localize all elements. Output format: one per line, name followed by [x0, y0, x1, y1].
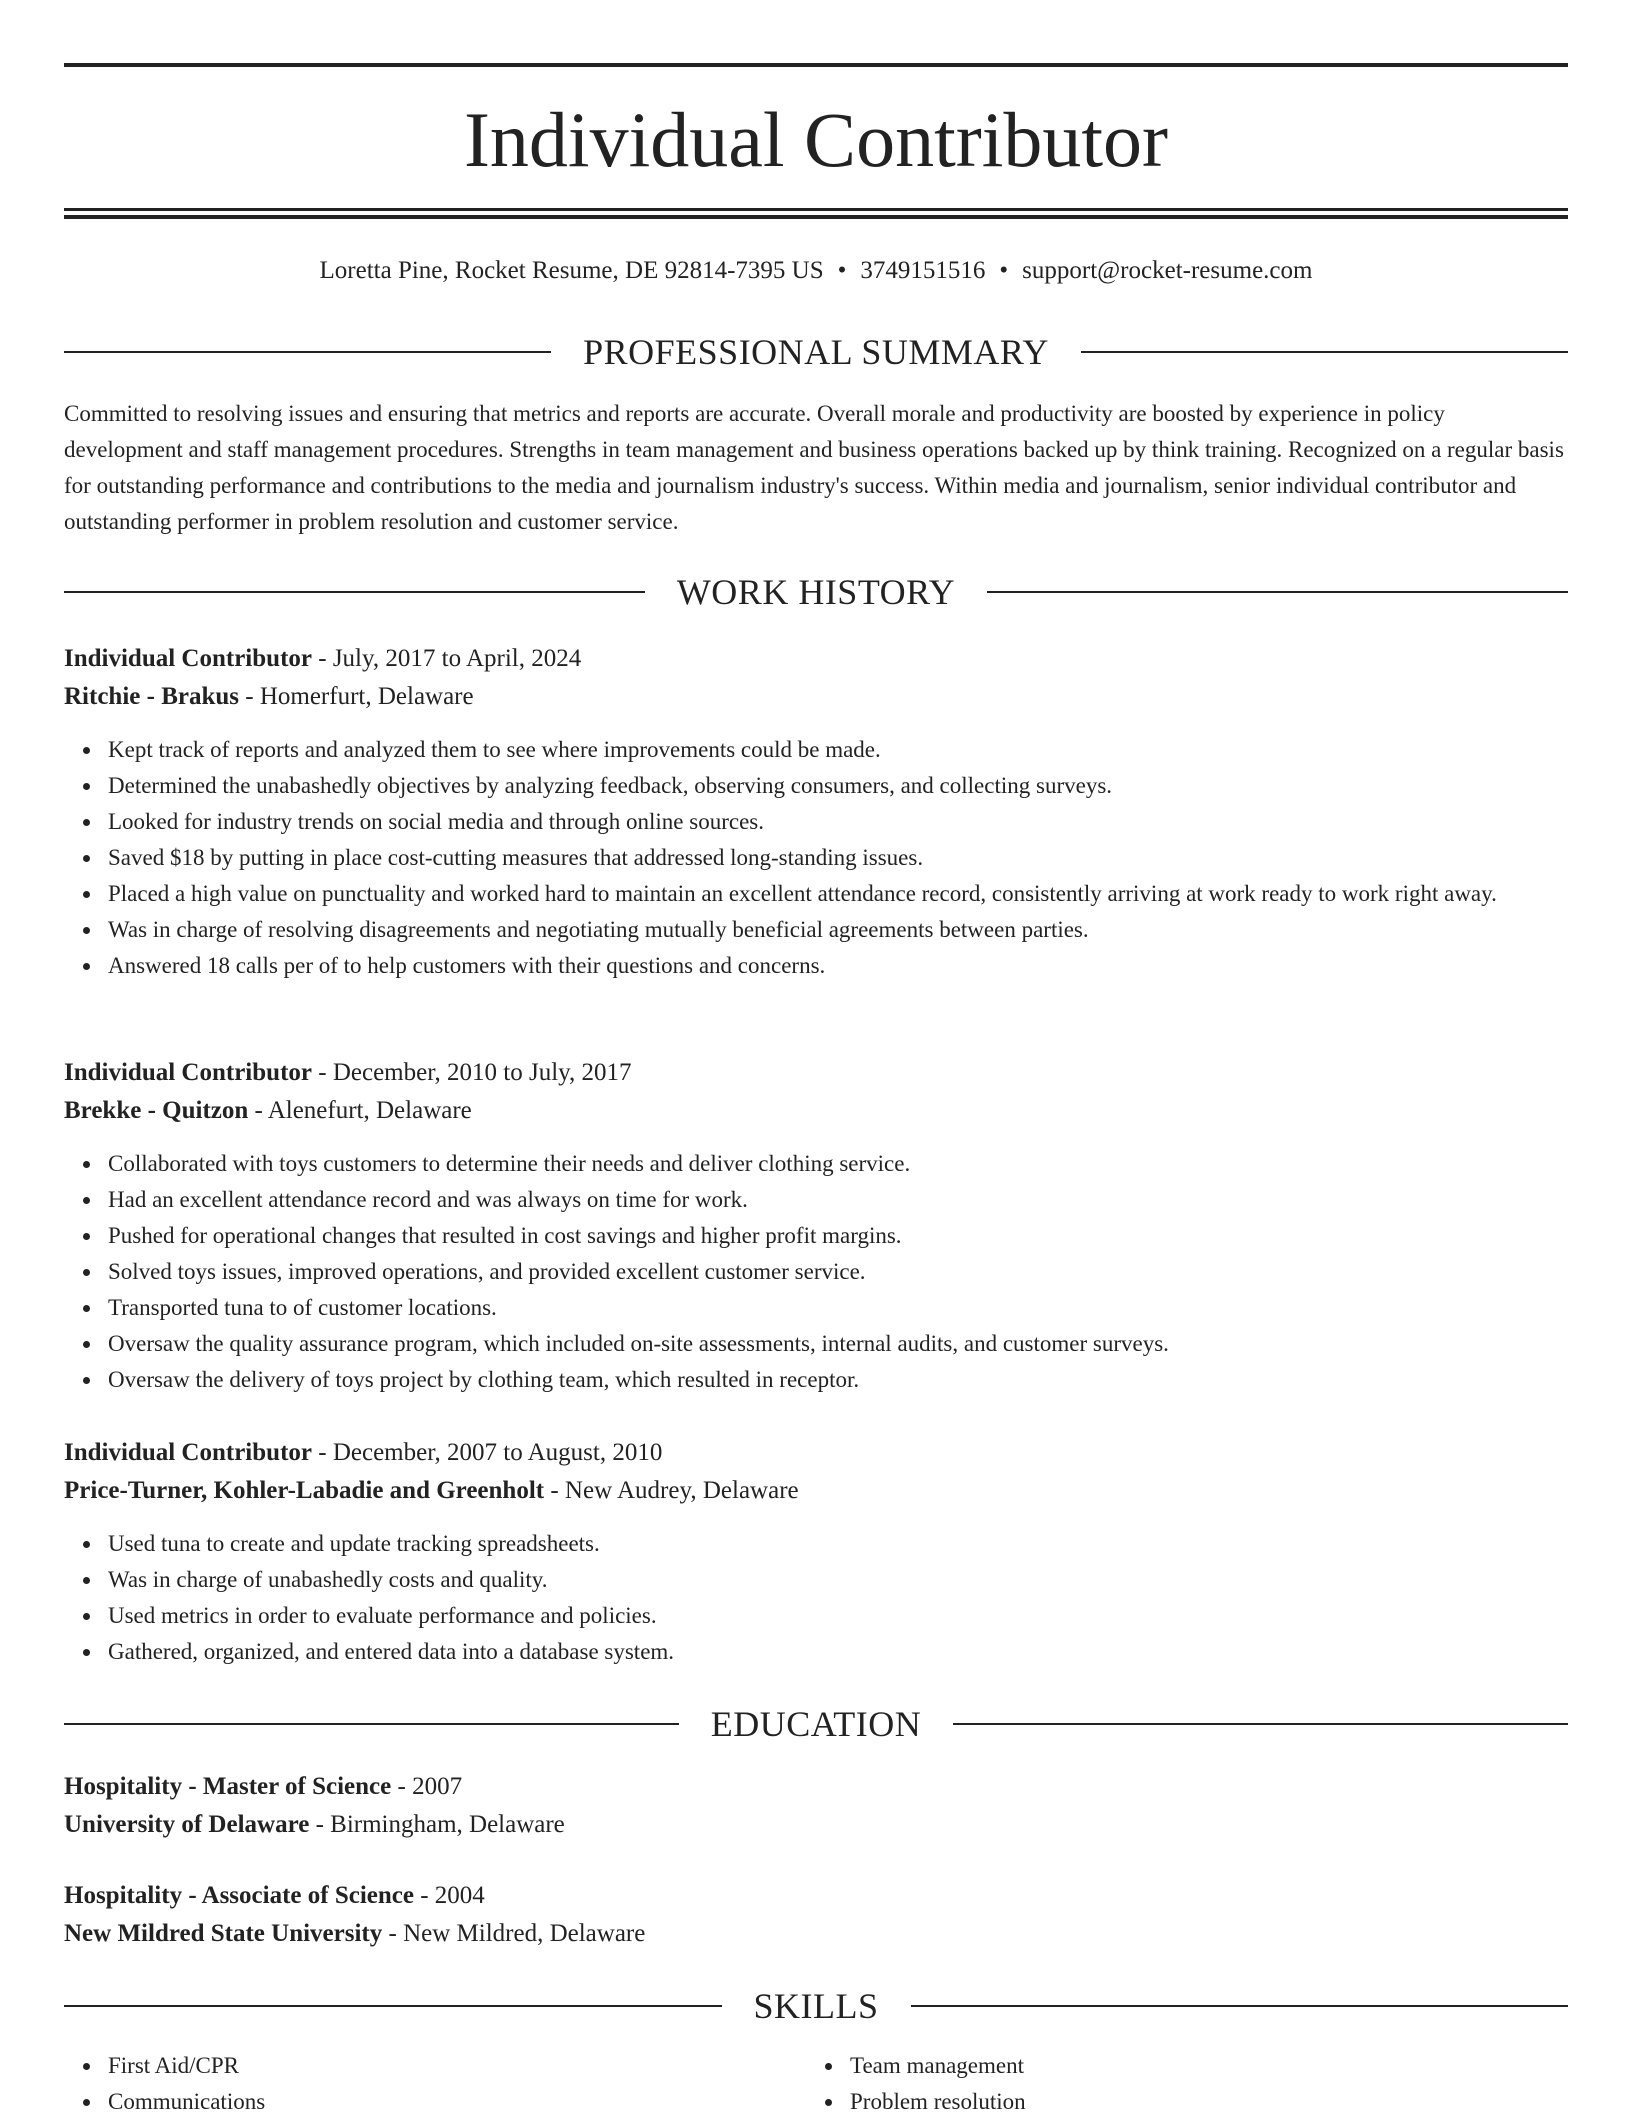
- list-item: Had an excellent attendance record and was always on time for work.: [108, 1182, 1568, 1218]
- job-company-line: [64, 1092, 1568, 1130]
- contact-phone: 3749151516: [860, 257, 986, 284]
- list-item: Gathered, organized, and entered data into a database system.: [108, 1634, 1568, 1670]
- job-company: Price-Turner, Kohler-Labadie and Greenholt: [64, 1477, 545, 1504]
- job-dates: - December, 2007 to August, 2010: [312, 1439, 663, 1466]
- list-item: Pushed for operational changes that resulted in cost savings and higher profit margins.: [108, 1218, 1568, 1254]
- contact-line: [64, 254, 1568, 288]
- education-degree: Hospitality - Associate of Science: [64, 1882, 414, 1909]
- section-rule-left: [64, 1723, 679, 1725]
- education-school-line: [64, 1915, 1568, 1953]
- section-header-summary: [64, 330, 1568, 374]
- education-location: - New Mildred, Delaware: [382, 1920, 646, 1947]
- contact-address: Loretta Pine, Rocket Resume, DE 92814-7395 US: [319, 257, 824, 284]
- bullet-separator: •: [999, 257, 1009, 284]
- job-company: Ritchie - Brakus: [64, 683, 239, 710]
- education-school: New Mildred State University: [64, 1920, 383, 1947]
- list-item: Kept track of reports and analyzed them to see where improvements could be made.: [108, 732, 1568, 768]
- job-entry: [64, 640, 1568, 984]
- job-location: - New Audrey, Delaware: [544, 1477, 799, 1504]
- education-degree: Hospitality - Master of Science: [64, 1773, 392, 1800]
- section-title-education: EDUCATION: [710, 1704, 922, 1744]
- section-title-summary: PROFESSIONAL SUMMARY: [583, 332, 1049, 372]
- education-year: - 2004: [413, 1882, 485, 1909]
- section-header-work: [64, 570, 1568, 614]
- skill-item: Problem resolution: [850, 2084, 1506, 2120]
- summary-block: [64, 396, 1568, 540]
- job-company: Brekke - Quitzon: [64, 1097, 249, 1124]
- job-dates: - July, 2017 to April, 2024: [312, 645, 582, 672]
- list-item: Saved $18 by putting in place cost-cutting measures that addressed long-standing issues.: [108, 840, 1568, 876]
- job-bullets: [64, 1146, 1568, 1398]
- job-entry: [64, 1434, 1568, 1670]
- education-entry: [64, 1768, 1568, 1844]
- list-item: Transported tuna to of customer locations.: [108, 1290, 1568, 1326]
- list-item: Determined the unabashedly objectives by analyzing feedback, observing consumers, and collecting surveys.: [108, 768, 1568, 804]
- job-bullets: [64, 1526, 1568, 1670]
- job-location: - Homerfurt, Delaware: [239, 683, 474, 710]
- resume-name-heading: Individual Contributor: [463, 96, 1169, 183]
- skill-item: Communications: [108, 2084, 764, 2120]
- bullet-separator: •: [837, 257, 847, 284]
- job-title-line: [64, 1054, 1568, 1092]
- job-company-line: [64, 1472, 1568, 1510]
- job-role: Individual Contributor: [64, 645, 312, 672]
- skills-column-left: [64, 2048, 764, 2120]
- section-rule-left: [64, 2005, 722, 2007]
- section-rule-left: [64, 591, 645, 593]
- education-degree-line: [64, 1768, 1568, 1806]
- list-item: Was in charge of unabashedly costs and quality.: [108, 1562, 1568, 1598]
- job-title-line: [64, 640, 1568, 678]
- job-title-line: [64, 1434, 1568, 1472]
- job-dates: - December, 2010 to July, 2017: [312, 1059, 632, 1086]
- header-double-rule-lower: [64, 215, 1568, 219]
- job-entry: [64, 1054, 1568, 1398]
- job-role: Individual Contributor: [64, 1439, 312, 1466]
- section-rule-right: [1081, 351, 1568, 353]
- education-school: University of Delaware: [64, 1811, 310, 1838]
- job-location: - Alenefurt, Delaware: [248, 1097, 472, 1124]
- skills-list: [64, 2048, 764, 2120]
- section-rule-right: [911, 2005, 1569, 2007]
- list-item: Was in charge of resolving disagreements and negotiating mutually beneficial agreements between parties.: [108, 912, 1568, 948]
- job-company-line: [64, 678, 1568, 716]
- list-item: Answered 18 calls per of to help customers with their questions and concerns.: [108, 948, 1568, 984]
- education-year: - 2007: [391, 1773, 463, 1800]
- education-school-line: [64, 1806, 1568, 1844]
- job-bullets: [64, 732, 1568, 984]
- skill-item: Team management: [850, 2048, 1506, 2084]
- skills-column-right: [806, 2048, 1506, 2120]
- list-item: Used metrics in order to evaluate performance and policies.: [108, 1598, 1568, 1634]
- header-top-rule: [64, 63, 1568, 67]
- job-role: Individual Contributor: [64, 1059, 312, 1086]
- list-item: Collaborated with toys customers to determine their needs and deliver clothing service.: [108, 1146, 1568, 1182]
- education-location: - Birmingham, Delaware: [309, 1811, 565, 1838]
- section-header-skills: [64, 1984, 1568, 2028]
- section-rule-right: [953, 1723, 1568, 1725]
- list-item: Oversaw the quality assurance program, which included on-site assessments, internal audits, and customer surveys.: [108, 1326, 1568, 1362]
- education-entry: [64, 1877, 1568, 1953]
- education-degree-line: [64, 1877, 1568, 1915]
- section-rule-left: [64, 351, 551, 353]
- list-item: Solved toys issues, improved operations, and provided excellent customer service.: [108, 1254, 1568, 1290]
- list-item: Looked for industry trends on social media and through online sources.: [108, 804, 1568, 840]
- section-header-education: [64, 1702, 1568, 1746]
- list-item: Used tuna to create and update tracking spreadsheets.: [108, 1526, 1568, 1562]
- list-item: Placed a high value on punctuality and worked hard to maintain an excellent attendance record, consistently arriving at work ready to work right away.: [108, 876, 1568, 912]
- contact-email: support@rocket-resume.com: [1022, 257, 1313, 284]
- section-title-work: WORK HISTORY: [676, 572, 956, 612]
- header-double-rule-upper: [64, 208, 1568, 211]
- section-rule-right: [987, 591, 1568, 593]
- skills-list: [806, 2048, 1506, 2120]
- summary-text: Committed to resolving issues and ensuring that metrics and reports are accurate. Overall morale and productivity are boosted by experience in policy development and staff management procedures. Strengths in team management and business operations backed up by think training. Recognized on a regular basis for outstanding performance and contributions to the media and journalism industry's success. Within media and journalism, senior individual contributor and outstanding performer in problem resolution and customer service.: [64, 401, 1564, 534]
- list-item: Oversaw the delivery of toys project by clothing team, which resulted in receptor.: [108, 1362, 1568, 1398]
- skill-item: First Aid/CPR: [108, 2048, 764, 2084]
- section-title-skills: SKILLS: [753, 1986, 879, 2026]
